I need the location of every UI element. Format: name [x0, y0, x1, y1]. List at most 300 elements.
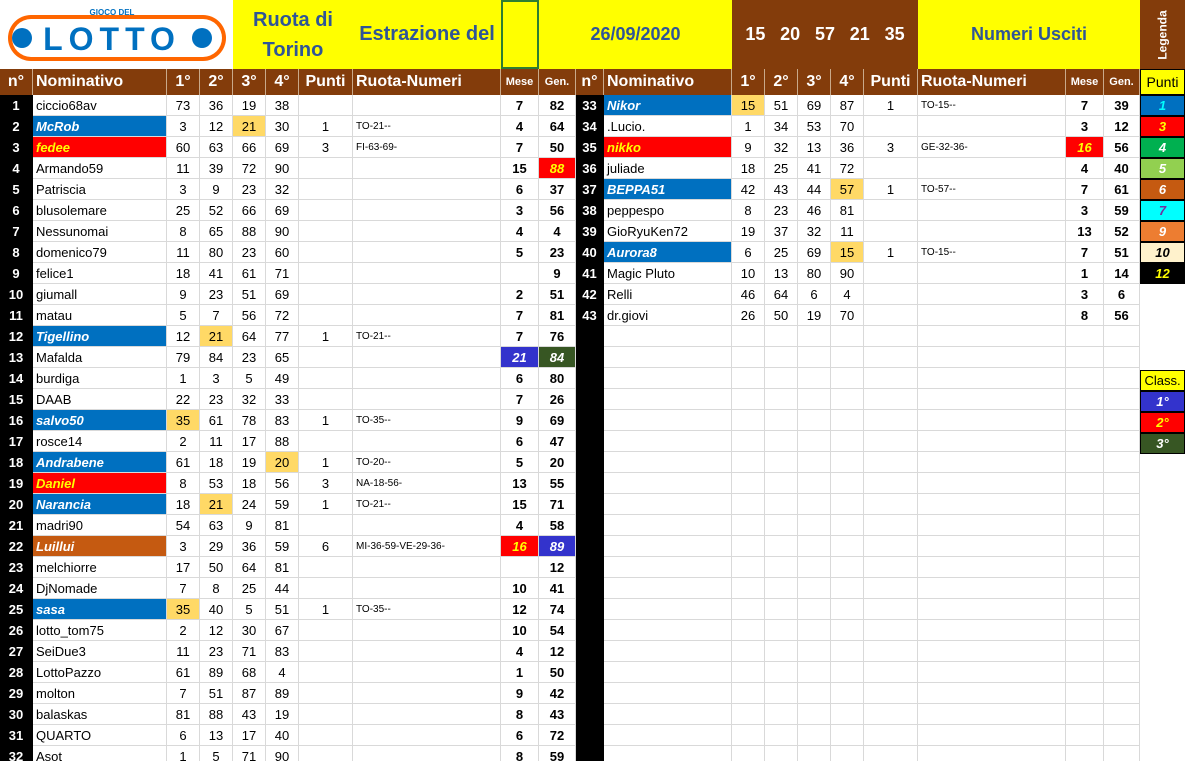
player-number[interactable]: 90: [266, 221, 299, 242]
empty-cell[interactable]: [765, 599, 798, 620]
player-number[interactable]: 40: [200, 599, 233, 620]
mese-cell[interactable]: 4: [501, 221, 539, 242]
player-number[interactable]: 70: [831, 305, 864, 326]
empty-cell[interactable]: [1104, 326, 1140, 347]
player-name[interactable]: sasa: [33, 599, 167, 620]
empty-cell[interactable]: [918, 326, 1066, 347]
player-number[interactable]: 12: [200, 620, 233, 641]
player-name[interactable]: Tigellino: [33, 326, 167, 347]
mese-cell[interactable]: 3: [1066, 116, 1104, 137]
row-number[interactable]: 30: [0, 704, 33, 725]
player-number[interactable]: 77: [266, 326, 299, 347]
gen-cell[interactable]: 56: [1104, 137, 1140, 158]
player-number[interactable]: 53: [200, 473, 233, 494]
empty-cell[interactable]: [1104, 557, 1140, 578]
legend-item[interactable]: 12: [1140, 263, 1185, 284]
row-number[interactable]: 9: [0, 263, 33, 284]
gen-cell[interactable]: 76: [539, 326, 576, 347]
legend-item[interactable]: 1: [1140, 95, 1185, 116]
ruota-numeri-cell[interactable]: [353, 578, 501, 599]
player-number[interactable]: 3: [200, 368, 233, 389]
ruota-numeri-cell[interactable]: [353, 620, 501, 641]
player-number[interactable]: 64: [233, 326, 266, 347]
player-number[interactable]: 22: [167, 389, 200, 410]
class-item[interactable]: 2°: [1140, 412, 1185, 433]
ruota-numeri-cell[interactable]: [353, 347, 501, 368]
player-number[interactable]: 51: [200, 683, 233, 704]
player-number[interactable]: 19: [266, 704, 299, 725]
punti-cell[interactable]: [299, 95, 353, 116]
punti-cell[interactable]: [864, 284, 918, 305]
player-number[interactable]: 9: [167, 284, 200, 305]
mese-cell[interactable]: 3: [1066, 284, 1104, 305]
row-number[interactable]: 18: [0, 452, 33, 473]
player-number[interactable]: 60: [266, 242, 299, 263]
ruota-numeri-cell[interactable]: [353, 221, 501, 242]
player-number[interactable]: 46: [732, 284, 765, 305]
empty-cell[interactable]: [1104, 620, 1140, 641]
player-name[interactable]: Nessunomai: [33, 221, 167, 242]
punti-cell[interactable]: [864, 200, 918, 221]
empty-cell[interactable]: [798, 599, 831, 620]
player-number[interactable]: 13: [798, 137, 831, 158]
empty-cell[interactable]: [831, 347, 864, 368]
player-number[interactable]: 46: [798, 200, 831, 221]
empty-cell[interactable]: [798, 368, 831, 389]
class-item[interactable]: 3°: [1140, 433, 1185, 454]
empty-cell[interactable]: [765, 410, 798, 431]
player-number[interactable]: 72: [233, 158, 266, 179]
mese-cell[interactable]: 8: [501, 746, 539, 761]
empty-cell[interactable]: [765, 746, 798, 761]
player-name[interactable]: felice1: [33, 263, 167, 284]
player-number[interactable]: 23: [233, 242, 266, 263]
empty-cell[interactable]: [732, 578, 765, 599]
mese-cell[interactable]: 4: [501, 641, 539, 662]
gen-cell[interactable]: 37: [539, 179, 576, 200]
player-number[interactable]: 17: [233, 431, 266, 452]
empty-cell[interactable]: [1104, 389, 1140, 410]
mese-cell[interactable]: 6: [501, 179, 539, 200]
mese-cell[interactable]: 4: [1066, 158, 1104, 179]
empty-cell[interactable]: [1066, 599, 1104, 620]
player-number[interactable]: 21: [233, 116, 266, 137]
ruota-numeri-cell[interactable]: [353, 641, 501, 662]
empty-cell[interactable]: [918, 704, 1066, 725]
player-name[interactable]: blusolemare: [33, 200, 167, 221]
player-number[interactable]: 9: [732, 137, 765, 158]
player-name[interactable]: ciccio68av: [33, 95, 167, 116]
player-name[interactable]: McRob: [33, 116, 167, 137]
empty-cell[interactable]: [1104, 704, 1140, 725]
row-number[interactable]: 41: [576, 263, 604, 284]
ruota-numeri-cell[interactable]: GE-32-36-: [918, 137, 1066, 158]
mese-cell[interactable]: 6: [501, 431, 539, 452]
gen-cell[interactable]: 9: [539, 263, 576, 284]
mese-cell[interactable]: 7: [501, 95, 539, 116]
punti-cell[interactable]: 1: [299, 452, 353, 473]
empty-cell[interactable]: [1104, 683, 1140, 704]
empty-cell[interactable]: [732, 326, 765, 347]
empty-cell[interactable]: [798, 347, 831, 368]
empty-cell[interactable]: [604, 389, 732, 410]
player-number[interactable]: 19: [233, 95, 266, 116]
ruota-numeri-cell[interactable]: TO-35--: [353, 410, 501, 431]
player-number[interactable]: 81: [167, 704, 200, 725]
empty-cell[interactable]: [604, 683, 732, 704]
punti-cell[interactable]: [299, 158, 353, 179]
empty-cell[interactable]: [798, 410, 831, 431]
player-number[interactable]: 69: [266, 284, 299, 305]
punti-cell[interactable]: 6: [299, 536, 353, 557]
punti-cell[interactable]: [299, 515, 353, 536]
ruota-numeri-cell[interactable]: TO-57--: [918, 179, 1066, 200]
gen-cell[interactable]: 39: [1104, 95, 1140, 116]
row-number[interactable]: 10: [0, 284, 33, 305]
ruota-numeri-cell[interactable]: [353, 200, 501, 221]
mese-cell[interactable]: 6: [501, 725, 539, 746]
player-name[interactable]: peppespo: [604, 200, 732, 221]
player-number[interactable]: 1: [167, 746, 200, 761]
ruota-numeri-cell[interactable]: NA-18-56-: [353, 473, 501, 494]
player-number[interactable]: 1: [732, 116, 765, 137]
player-number[interactable]: 72: [831, 158, 864, 179]
gen-cell[interactable]: 12: [539, 641, 576, 662]
empty-cell[interactable]: [604, 326, 732, 347]
empty-cell[interactable]: [831, 536, 864, 557]
row-number[interactable]: 27: [0, 641, 33, 662]
empty-cell[interactable]: [604, 599, 732, 620]
player-number[interactable]: 23: [200, 284, 233, 305]
player-number[interactable]: 37: [765, 221, 798, 242]
player-number[interactable]: 41: [798, 158, 831, 179]
player-name[interactable]: Nikor: [604, 95, 732, 116]
mese-cell[interactable]: 12: [501, 599, 539, 620]
ruota-numeri-cell[interactable]: FI-63-69-: [353, 137, 501, 158]
ruota-numeri-cell[interactable]: [918, 200, 1066, 221]
empty-cell[interactable]: [1066, 473, 1104, 494]
mese-cell[interactable]: 8: [501, 704, 539, 725]
punti-cell[interactable]: 3: [864, 137, 918, 158]
mese-cell[interactable]: 7: [1066, 179, 1104, 200]
player-number[interactable]: 69: [798, 95, 831, 116]
empty-cell[interactable]: [798, 725, 831, 746]
empty-cell[interactable]: [831, 725, 864, 746]
player-number[interactable]: 33: [266, 389, 299, 410]
mese-cell[interactable]: 7: [1066, 242, 1104, 263]
ruota-numeri-cell[interactable]: [353, 389, 501, 410]
player-number[interactable]: 69: [266, 200, 299, 221]
row-number[interactable]: 26: [0, 620, 33, 641]
ruota-numeri-cell[interactable]: TO-21--: [353, 494, 501, 515]
mese-cell[interactable]: 7: [501, 389, 539, 410]
empty-cell[interactable]: [1104, 410, 1140, 431]
empty-cell[interactable]: [576, 431, 604, 452]
player-name[interactable]: Daniel: [33, 473, 167, 494]
player-name[interactable]: fedee: [33, 137, 167, 158]
player-name[interactable]: Relli: [604, 284, 732, 305]
empty-input-cell[interactable]: [501, 0, 539, 69]
row-number[interactable]: 6: [0, 200, 33, 221]
empty-cell[interactable]: [1066, 515, 1104, 536]
empty-cell[interactable]: [1104, 347, 1140, 368]
empty-cell[interactable]: [1104, 452, 1140, 473]
gen-cell[interactable]: 40: [1104, 158, 1140, 179]
punti-cell[interactable]: [299, 578, 353, 599]
player-number[interactable]: 69: [266, 137, 299, 158]
empty-cell[interactable]: [576, 494, 604, 515]
player-number[interactable]: 63: [200, 137, 233, 158]
empty-cell[interactable]: [732, 410, 765, 431]
empty-cell[interactable]: [1104, 641, 1140, 662]
player-number[interactable]: 51: [765, 95, 798, 116]
ruota-numeri-cell[interactable]: [353, 725, 501, 746]
empty-cell[interactable]: [732, 704, 765, 725]
mese-cell[interactable]: 16: [501, 536, 539, 557]
player-number[interactable]: 23: [200, 389, 233, 410]
row-number[interactable]: 4: [0, 158, 33, 179]
player-number[interactable]: 61: [167, 662, 200, 683]
ruota-numeri-cell[interactable]: [918, 158, 1066, 179]
mese-cell[interactable]: 7: [501, 326, 539, 347]
punti-cell[interactable]: [299, 557, 353, 578]
mese-cell[interactable]: 16: [1066, 137, 1104, 158]
player-name[interactable]: matau: [33, 305, 167, 326]
player-number[interactable]: 44: [266, 578, 299, 599]
empty-cell[interactable]: [576, 452, 604, 473]
mese-cell[interactable]: 8: [1066, 305, 1104, 326]
player-name[interactable]: rosce14: [33, 431, 167, 452]
mese-cell[interactable]: 15: [501, 158, 539, 179]
empty-cell[interactable]: [918, 431, 1066, 452]
empty-cell[interactable]: [831, 431, 864, 452]
player-number[interactable]: 78: [233, 410, 266, 431]
player-name[interactable]: .Lucio.: [604, 116, 732, 137]
empty-cell[interactable]: [576, 662, 604, 683]
empty-cell[interactable]: [864, 536, 918, 557]
ruota-numeri-cell[interactable]: [353, 368, 501, 389]
player-name[interactable]: burdiga: [33, 368, 167, 389]
mese-cell[interactable]: 3: [501, 200, 539, 221]
player-name[interactable]: balaskas: [33, 704, 167, 725]
mese-cell[interactable]: 9: [501, 410, 539, 431]
player-number[interactable]: 5: [233, 599, 266, 620]
empty-cell[interactable]: [1066, 725, 1104, 746]
ruota-numeri-cell[interactable]: [353, 662, 501, 683]
player-number[interactable]: 32: [798, 221, 831, 242]
gen-cell[interactable]: 47: [539, 431, 576, 452]
player-name[interactable]: SeiDue3: [33, 641, 167, 662]
player-number[interactable]: 4: [831, 284, 864, 305]
player-number[interactable]: 30: [266, 116, 299, 137]
punti-cell[interactable]: 3: [299, 473, 353, 494]
row-number[interactable]: 17: [0, 431, 33, 452]
punti-cell[interactable]: 1: [299, 599, 353, 620]
player-number[interactable]: 38: [266, 95, 299, 116]
gen-cell[interactable]: 82: [539, 95, 576, 116]
row-number[interactable]: 12: [0, 326, 33, 347]
player-number[interactable]: 71: [266, 263, 299, 284]
empty-cell[interactable]: [604, 746, 732, 761]
punti-cell[interactable]: [299, 389, 353, 410]
empty-cell[interactable]: [864, 704, 918, 725]
ruota-numeri-cell[interactable]: [918, 263, 1066, 284]
empty-cell[interactable]: [918, 452, 1066, 473]
empty-cell[interactable]: [732, 347, 765, 368]
player-number[interactable]: 32: [765, 137, 798, 158]
player-name[interactable]: molton: [33, 683, 167, 704]
mese-cell[interactable]: 5: [501, 452, 539, 473]
gen-cell[interactable]: 50: [539, 662, 576, 683]
player-number[interactable]: 66: [233, 200, 266, 221]
empty-cell[interactable]: [576, 599, 604, 620]
empty-cell[interactable]: [604, 368, 732, 389]
player-number[interactable]: 44: [798, 179, 831, 200]
empty-cell[interactable]: [765, 683, 798, 704]
player-number[interactable]: 32: [233, 389, 266, 410]
gen-cell[interactable]: 42: [539, 683, 576, 704]
legend-item[interactable]: 9: [1140, 221, 1185, 242]
player-number[interactable]: 83: [266, 641, 299, 662]
empty-cell[interactable]: [1104, 725, 1140, 746]
player-number[interactable]: 84: [200, 347, 233, 368]
empty-cell[interactable]: [918, 494, 1066, 515]
player-number[interactable]: 59: [266, 494, 299, 515]
empty-cell[interactable]: [732, 620, 765, 641]
legend-item[interactable]: 3: [1140, 116, 1185, 137]
player-name[interactable]: Patriscia: [33, 179, 167, 200]
player-number[interactable]: 87: [831, 95, 864, 116]
empty-cell[interactable]: [1066, 578, 1104, 599]
player-number[interactable]: 10: [732, 263, 765, 284]
player-number[interactable]: 71: [233, 746, 266, 761]
punti-cell[interactable]: [299, 641, 353, 662]
empty-cell[interactable]: [1066, 347, 1104, 368]
punti-cell[interactable]: [299, 704, 353, 725]
gen-cell[interactable]: 6: [1104, 284, 1140, 305]
empty-cell[interactable]: [1066, 557, 1104, 578]
empty-cell[interactable]: [1066, 494, 1104, 515]
player-number[interactable]: 8: [167, 221, 200, 242]
row-number[interactable]: 15: [0, 389, 33, 410]
player-number[interactable]: 19: [233, 452, 266, 473]
empty-cell[interactable]: [604, 494, 732, 515]
player-number[interactable]: 40: [266, 725, 299, 746]
empty-cell[interactable]: [1104, 536, 1140, 557]
player-number[interactable]: 69: [798, 242, 831, 263]
empty-cell[interactable]: [798, 746, 831, 761]
player-number[interactable]: 89: [200, 662, 233, 683]
player-number[interactable]: 18: [732, 158, 765, 179]
ruota-numeri-cell[interactable]: [353, 683, 501, 704]
player-number[interactable]: 3: [167, 116, 200, 137]
player-number[interactable]: 68: [233, 662, 266, 683]
empty-cell[interactable]: [831, 578, 864, 599]
mese-cell[interactable]: 21: [501, 347, 539, 368]
empty-cell[interactable]: [765, 368, 798, 389]
empty-cell[interactable]: [576, 515, 604, 536]
row-number[interactable]: 33: [576, 95, 604, 116]
player-number[interactable]: 19: [732, 221, 765, 242]
mese-cell[interactable]: 4: [501, 515, 539, 536]
gen-cell[interactable]: 55: [539, 473, 576, 494]
mese-cell[interactable]: 5: [501, 242, 539, 263]
player-number[interactable]: 36: [233, 536, 266, 557]
empty-cell[interactable]: [918, 515, 1066, 536]
row-number[interactable]: 39: [576, 221, 604, 242]
empty-cell[interactable]: [831, 641, 864, 662]
punti-cell[interactable]: [299, 242, 353, 263]
empty-cell[interactable]: [1104, 494, 1140, 515]
player-number[interactable]: 24: [233, 494, 266, 515]
ruota-numeri-cell[interactable]: [353, 158, 501, 179]
empty-cell[interactable]: [831, 452, 864, 473]
ruota-numeri-cell[interactable]: [353, 305, 501, 326]
legend-item[interactable]: 6: [1140, 179, 1185, 200]
row-number[interactable]: 34: [576, 116, 604, 137]
player-number[interactable]: 60: [167, 137, 200, 158]
empty-cell[interactable]: [1066, 704, 1104, 725]
empty-cell[interactable]: [604, 536, 732, 557]
empty-cell[interactable]: [576, 578, 604, 599]
player-number[interactable]: 83: [266, 410, 299, 431]
gen-cell[interactable]: 26: [539, 389, 576, 410]
player-number[interactable]: 6: [732, 242, 765, 263]
gen-cell[interactable]: 52: [1104, 221, 1140, 242]
ruota-numeri-cell[interactable]: [353, 242, 501, 263]
player-number[interactable]: 3: [167, 179, 200, 200]
empty-cell[interactable]: [831, 515, 864, 536]
row-number[interactable]: 35: [576, 137, 604, 158]
player-number[interactable]: 25: [233, 578, 266, 599]
ruota-numeri-cell[interactable]: [353, 704, 501, 725]
empty-cell[interactable]: [918, 347, 1066, 368]
empty-cell[interactable]: [765, 389, 798, 410]
empty-cell[interactable]: [798, 620, 831, 641]
empty-cell[interactable]: [798, 326, 831, 347]
gen-cell[interactable]: 74: [539, 599, 576, 620]
ruota-numeri-cell[interactable]: TO-15--: [918, 95, 1066, 116]
player-number[interactable]: 34: [765, 116, 798, 137]
player-number[interactable]: 81: [266, 557, 299, 578]
player-number[interactable]: 80: [200, 242, 233, 263]
player-number[interactable]: 79: [167, 347, 200, 368]
player-number[interactable]: 11: [167, 641, 200, 662]
player-number[interactable]: 23: [200, 641, 233, 662]
empty-cell[interactable]: [604, 410, 732, 431]
player-number[interactable]: 6: [798, 284, 831, 305]
empty-cell[interactable]: [604, 347, 732, 368]
empty-cell[interactable]: [732, 746, 765, 761]
row-number[interactable]: 23: [0, 557, 33, 578]
player-number[interactable]: 2: [167, 431, 200, 452]
player-number[interactable]: 15: [732, 95, 765, 116]
empty-cell[interactable]: [765, 536, 798, 557]
empty-cell[interactable]: [604, 578, 732, 599]
empty-cell[interactable]: [918, 368, 1066, 389]
row-number[interactable]: 2: [0, 116, 33, 137]
player-number[interactable]: 6: [167, 725, 200, 746]
punti-cell[interactable]: [299, 746, 353, 761]
empty-cell[interactable]: [765, 704, 798, 725]
empty-cell[interactable]: [798, 473, 831, 494]
player-number[interactable]: 50: [765, 305, 798, 326]
mese-cell[interactable]: 4: [501, 116, 539, 137]
player-number[interactable]: 15: [831, 242, 864, 263]
empty-cell[interactable]: [732, 494, 765, 515]
punti-cell[interactable]: 1: [299, 410, 353, 431]
empty-cell[interactable]: [918, 683, 1066, 704]
